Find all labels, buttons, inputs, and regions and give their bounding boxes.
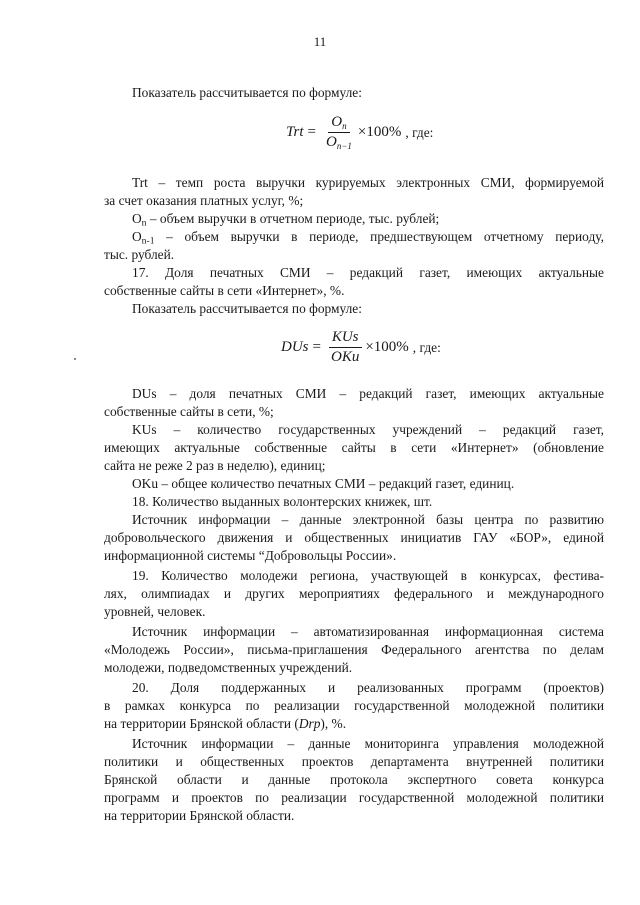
on1-symbol: О [132,229,142,244]
formula-trt-numerator [328,114,349,133]
source-20-line-4: программ и проектов по реализации государственной молодежной политики [104,790,604,805]
dus-definition-line-1: DUs – доля печатных СМИ – редакций газет, имеющих актуальные [132,386,604,401]
item-19-line-2: лях, олимпиадах и других мероприятиях федерального и международного [104,586,604,601]
formula-dus-numerator: KUs [329,329,362,348]
kus-definition-line-1: KUs – количество государственных учреждений – редакций газет, [132,422,604,437]
item-18: 18. Количество выданных волонтерских книжек, шт. [132,494,433,509]
source-20-line-5: на территории Брянской области. [104,808,295,823]
item-20-unit: ), %. [320,716,347,731]
item-20-line-2: в рамках конкурса по реализации государственной молодежной политики [104,698,604,713]
item-20-line-1: 20. Доля поддержанных и реализованных программ (проектов) [132,680,604,695]
item-20-variable: Drp [298,716,321,731]
formula-dus-eq: = [312,339,321,355]
on-symbol: О [132,211,142,226]
formula-intro-2: Показатель рассчитывается по формуле: [132,301,362,316]
source-18-line-2: добровольческого движения и общественных инициатив ГАУ «БОР», единой [104,530,604,545]
page-number: 11 [313,34,327,49]
formula-trt-den-sub: n−1 [336,141,352,152]
item-19-line-3: уровней, человек. [104,604,206,619]
on-subscript: n [141,217,147,229]
formula-trt-fraction [323,114,355,151]
formula-trt-den-base: O [326,134,337,151]
source-19-line-1: Источник информации – автоматизированная информационная система [132,624,604,639]
source-19-line-2: «Молодежь России», письма-приглашения Федерального агентства по делам [104,642,604,657]
source-18-line-3: информационной системы “Добровольцы России». [104,548,397,563]
formula-trt [286,114,433,151]
source-18-line-1: Источник информации – данные электронной базы центра по развитию [132,512,604,527]
oku-definition: OKu – общее количество печатных СМИ – редакций газет, единиц. [132,476,515,491]
formula-trt-denominator [323,133,355,151]
source-19-line-3: молодежи, подведомственных учреждений. [104,660,353,675]
formula-dus [281,329,441,366]
item-17-line-2: собственные сайты в сети «Интернет», %. [104,283,345,298]
formula-trt-lhs: Trt [286,124,304,141]
formula-dus-mult: ×100% [365,339,409,355]
kus-definition-line-2: имеющих актуальные собственные сайты в сети «Интернет» (обновление [104,440,604,455]
scan-speck [74,358,76,360]
on1-subscript: n-1 [141,235,155,247]
formula-trt-eq: = [307,124,316,141]
formula-trt-where: , где: [405,124,434,140]
trt-definition-line-1: Trt – темп роста выручки курируемых электронных СМИ, формируемой [132,175,604,190]
formula-dus-fraction [328,329,362,366]
source-20-line-1: Источник информации – данные мониторинга управления молодежной [132,736,604,751]
on-text: – объем выручки в отчетном периоде, тыс. рублей; [146,211,440,226]
formula-trt-mult: ×100% [357,124,402,141]
source-20-line-3: Брянской области и данные протокола экспертного совета конкурса [104,772,604,787]
on1-text: – объем выручки в периоде, предшествующем отчетному периоду, [154,229,604,244]
trt-definition-line-2: за счет оказания платных услуг, %; [104,193,304,208]
item-17-line-1: 17. Доля печатных СМИ – редакций газет, имеющих актуальные [132,265,604,280]
item-19-line-1: 19. Количество молодежи региона, участвующей в конкурсах, фестива- [132,568,604,583]
source-20-line-2: политики и общественных проектов департамента внутренней политики [104,754,604,769]
formula-dus-where: , где: [412,339,441,355]
formula-dus-lhs: DUs [281,339,309,355]
formula-trt-num-sub: n [342,121,347,132]
kus-definition-line-3: сайта не реже 2 раз в неделю), единиц; [104,458,326,473]
on1-definition-line-2: тыс. рублей. [104,247,175,262]
item-20-line-3 [104,715,604,733]
formula-trt-num-base: O [331,114,343,130]
formula-dus-denominator: OKu [330,349,360,365]
dus-definition-line-2: собственные сайты в сети, %; [104,404,274,419]
formula-intro-1: Показатель рассчитывается по формуле: [132,85,362,100]
item-20-text: на территории Брянской области ( [104,716,299,731]
